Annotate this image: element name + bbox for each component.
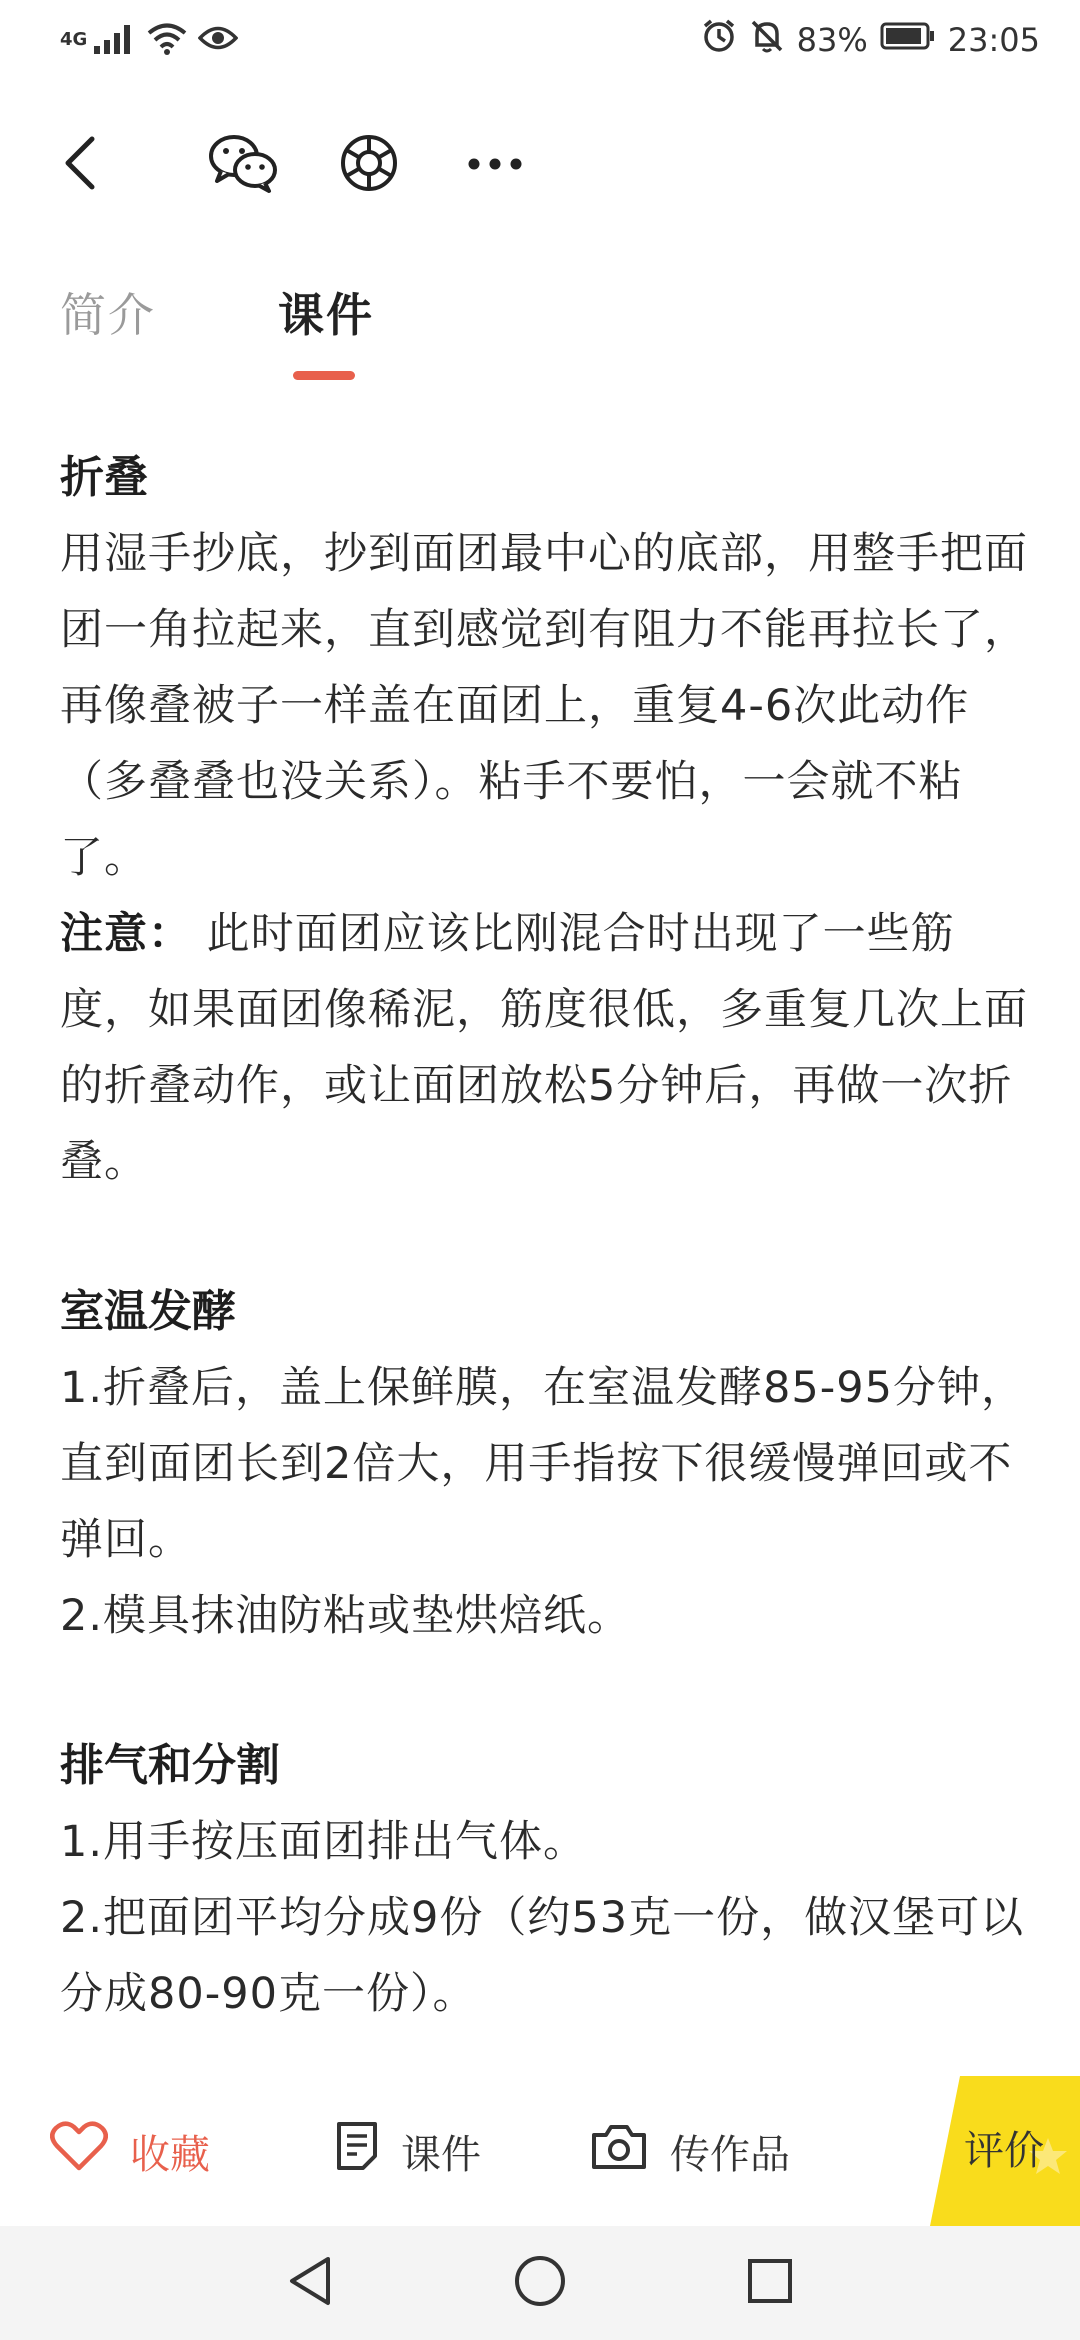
more-button[interactable]	[450, 120, 540, 210]
eye-icon	[198, 23, 238, 57]
tab-bar	[0, 280, 1080, 390]
wifi-icon	[146, 20, 188, 60]
status-left	[60, 18, 238, 62]
camera-icon	[590, 2121, 648, 2181]
alarm-icon	[701, 18, 737, 62]
upload-work-button[interactable]	[590, 2076, 790, 2226]
nav-recents-icon	[745, 2256, 795, 2310]
course-label: 课件	[401, 2131, 481, 2178]
section-title: 折叠	[60, 452, 148, 503]
network-type: 4G	[60, 29, 88, 50]
battery-icon	[880, 21, 936, 59]
rate-label: 评价	[964, 2128, 1044, 2174]
status-right	[701, 18, 1040, 62]
back-button[interactable]	[35, 120, 125, 210]
section-paragraph: 1.用手按压面团排出气体。	[60, 1817, 588, 1867]
share-moments-button[interactable]	[324, 120, 414, 210]
signal-icon	[92, 20, 136, 60]
section-paragraph: 1.折叠后，盖上保鲜膜，在室温发酵85-95分钟，直到面团长到2倍大，用手指按下很缓慢弹回或不弹回。	[60, 1363, 1025, 1565]
wechat-icon	[207, 132, 279, 198]
nav-back-button[interactable]	[275, 2248, 345, 2318]
nav-home-button[interactable]	[505, 2248, 575, 2318]
toolbar	[0, 120, 1080, 210]
section-paragraph: 2.把面团平均分成9份（约53克一份，做汉堡可以分成80-90克一份）。	[60, 1893, 1025, 2019]
share-wechat-button[interactable]	[198, 120, 288, 210]
battery-percent: 83%	[796, 21, 868, 59]
clock: 23:05	[947, 21, 1040, 59]
back-icon	[60, 135, 100, 195]
more-icon	[467, 156, 523, 175]
course-content	[60, 440, 1030, 2106]
nav-home-icon	[512, 2253, 568, 2313]
mute-bell-icon	[749, 18, 785, 62]
section-paragraph: 2.模具抹油防粘或垫烘焙纸。	[60, 1591, 632, 1641]
nav-recents-button[interactable]	[735, 2248, 805, 2318]
nav-back-icon	[284, 2253, 336, 2313]
course-button[interactable]	[335, 2076, 481, 2226]
active-tab-indicator	[293, 371, 355, 380]
note-paragraph	[60, 896, 1030, 1200]
section-degas-divide	[60, 1728, 1030, 2032]
rate-button[interactable]	[930, 2076, 1080, 2226]
section-title: 排气和分割	[60, 1740, 280, 1791]
tab-course[interactable]: 课件	[278, 288, 374, 342]
note-text: 此时面团应该比刚混合时出现了一些筋度，如果面团像稀泥，筋度很低，多重复几次上面的折叠动作，或让面团放松5分钟后，再做一次折叠。	[60, 909, 1028, 1187]
section-proof	[60, 1274, 1030, 1654]
moments-icon	[339, 133, 399, 197]
section-fold	[60, 440, 1030, 1200]
status-bar	[0, 0, 1080, 80]
favorite-button[interactable]	[50, 2076, 210, 2226]
document-icon	[335, 2120, 379, 2182]
system-nav-bar	[0, 2226, 1080, 2340]
bottom-action-bar	[0, 2076, 1080, 2226]
favorite-label: 收藏	[130, 2131, 210, 2178]
tab-intro[interactable]: 简介	[60, 288, 156, 342]
section-title: 室温发酵	[60, 1286, 236, 1337]
note-label: 注意：	[60, 909, 192, 959]
section-paragraph: 用湿手抄底，抄到面团最中心的底部，用整手把面团一角拉起来，直到感觉到有阻力不能再拉长了，再像叠被子一样盖在面团上，重复4-6次此动作（多叠叠也没关系）。粘手不要怕，一会就不粘了。	[60, 529, 1028, 883]
heart-icon	[50, 2120, 108, 2182]
upload-label: 传作品	[670, 2131, 790, 2178]
